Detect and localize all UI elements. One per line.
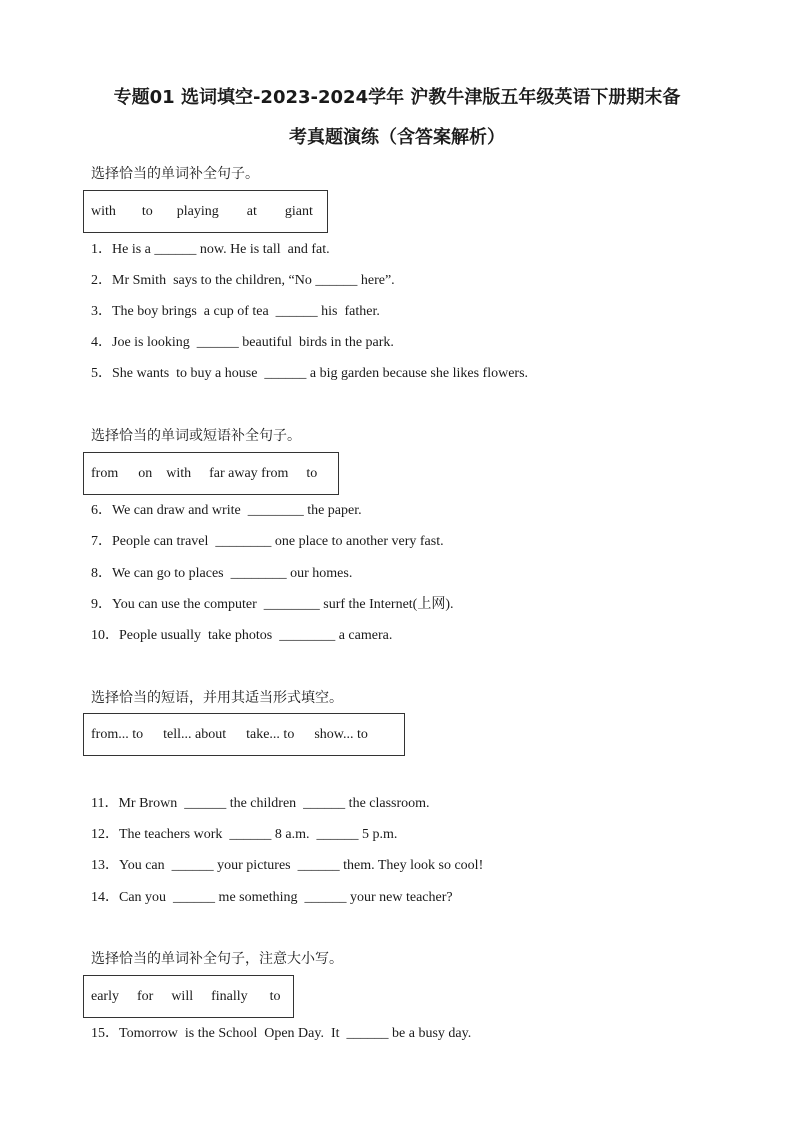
word-bank-word: to [306,465,318,481]
question-13: 13．You can ______ your pictures ______ them. They look so cool! [91,858,484,873]
word-bank-word: from [91,465,119,481]
question-1: 1．He is a ______ now. He is tall and fat. [91,242,330,257]
word-bank-word: far away from [209,465,289,481]
section-2-word-bank [83,452,339,495]
word-bank-phrase: show... to [314,726,368,742]
question-14: 14．Can you ______ me something ______ your new teacher? [91,890,453,905]
section-1-word-bank [83,190,328,233]
word-bank-word: giant [284,203,313,219]
word-bank-phrase: tell... about [163,726,227,742]
question-15: 15．Tomorrow is the School Open Day. It ______ be a busy day. [91,1026,472,1041]
word-bank-word: will [171,988,194,1004]
word-bank-word: to [269,988,281,1004]
question-2: 2．Mr Smith says to the children, “No ______ here”. [91,273,395,288]
word-bank-word: for [136,988,154,1004]
question-5: 5．She wants to buy a house ______ a big garden because she likes flowers. [91,366,529,381]
word-bank-word: at [246,203,257,219]
question-8: 8．We can go to places ________ our homes. [91,566,353,581]
word-bank-word: playing [176,203,219,219]
question-11: 11．Mr Brown ______ the children ______ the classroom. [91,796,430,811]
question-9: 9．You can use the computer ________ surf the Internet(上网). [91,597,454,612]
word-bank-word: with [91,203,116,219]
word-bank-word: on [138,465,153,481]
document-title-line-2: 考真题演练（含答案解析） [289,127,505,148]
section-1-instruction: 选择恰当的单词补全句子。 [91,166,259,182]
section-3-word-bank [83,713,405,756]
word-bank-phrase: from... to [91,726,144,742]
question-10: 10．People usually take photos ________ a camera. [91,628,393,643]
word-bank-word: to [141,203,153,219]
document-title-line-1: 专题01 选词填空-2023-2024学年 沪教牛津版五年级英语下册期末备 [113,87,681,108]
word-bank-word: early [91,988,119,1004]
question-6: 6．We can draw and write ________ the paper. [91,503,362,518]
question-12: 12．The teachers work ______ 8 a.m. ______ 5 p.m. [91,827,398,842]
word-bank-word: with [166,465,192,481]
section-4-word-bank [83,975,294,1018]
question-3: 3．The boy brings a cup of tea ______ his father. [91,304,380,319]
section-4-instruction: 选择恰当的单词补全句子，注意大小写。 [91,951,343,967]
word-bank-phrase: take... to [246,726,295,742]
question-7: 7．People can travel ________ one place to another very fast. [91,534,444,549]
section-2-instruction: 选择恰当的单词或短语补全句子。 [91,428,301,444]
word-bank-word: finally [211,988,248,1004]
section-3-instruction: 选择恰当的短语，并用其适当形式填空。 [91,690,343,706]
question-4: 4．Joe is looking ______ beautiful birds in the park. [91,335,394,350]
